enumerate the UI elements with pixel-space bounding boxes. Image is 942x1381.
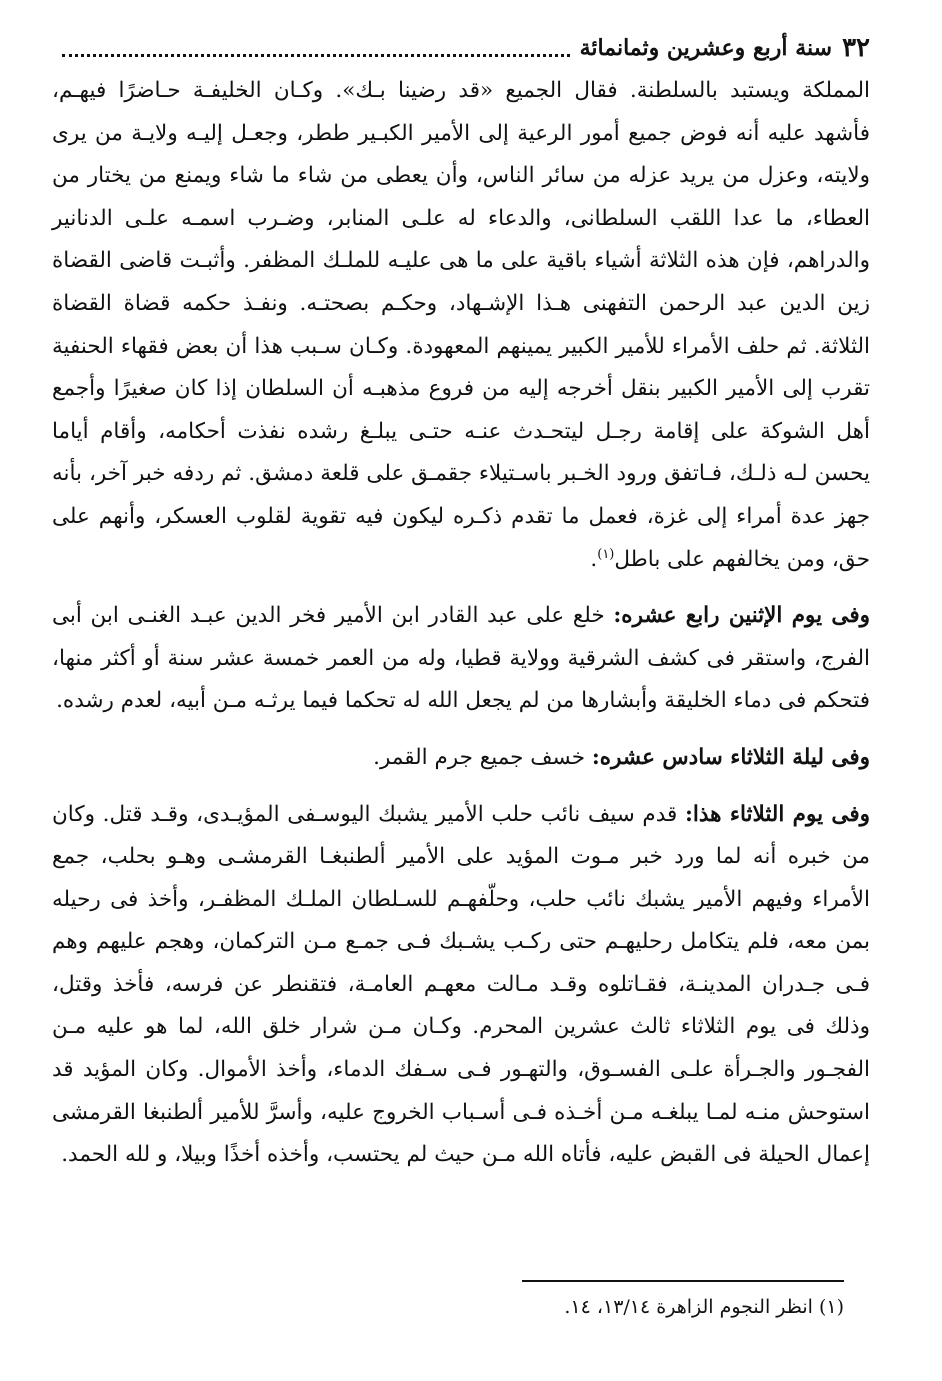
header-leader-dots: [62, 40, 570, 57]
paragraph-text: خلع على عبد القادر ابن الأمير فخر الدين عبـد الغنـى ابن أبى الفرج، واستقر فى كشف الشرقية وولاية قطيا، وله من العمر خمسة عشر سنة أو أكثر منها، فتحكم فى دماء الخليقة وأبشارها من لم يجعل الله له تحكما فيما يرثـه مـن أبيه، لعدم رشده.: [52, 603, 870, 714]
paragraph: [52, 794, 870, 1177]
footnote: (١) انظر النجوم الزاهرة ١٣/١٤، ١٤.: [564, 1296, 844, 1318]
paragraph-lead: وفى يوم الثلاثاء هذا:: [684, 801, 870, 827]
paragraph-text: قدم سيف نائب حلب الأمير يشبك اليوسـفى المؤيـدى، وقـد قتل. وكان من خبره أنه لما ورد خبر مـوت المؤيد على الأمير ألطنبغـا القرمشـى وهـو بحلب، جمع الأمراء وفيهم الأمير يشبك نائب حلب، وحلّفهـم للسـلطان الملـك المظفـر، وأخذ فى رحيله بمن معه، فلم يتكامل رحليهـم حتى ركـب يشـبك فـى جمـع مـن التركمان، وهجم عليهم وهم فـى جـدران المدينـة، فقـاتلوه وقـد مـالت معهـم العامـة، فتقنطر عن فرسه، فأخذ وقتل، وذلك فى يوم الثلاثاء ثالث عشرين المحرم. وكـان مـن شرار خلق الله، لما هو عليه مـن الفجـور والجـرأة علـى الفسـوق، والتهـور فـى سـفك الدماء، وأخذ الأموال. وكان المؤيد قد استوحش منـه لمـا يبلغـه مـن أخـذه فـى أسـباب الخروج عليه، وأسرَّ للأمير ألطنبغا القرمشى إعمال الحيلة فى القبض عليه، فأتاه الله مـن حيث لم يحتسب، وأخذه أخذًا وبيلا، و لله الحمد.: [52, 801, 870, 1168]
paragraph-text: المملكة ويستبد بالسلطنة. فقال الجميع «قد رضينا بـك». وكـان الخليفـة حـاضرًا فيهـم، فأشهد عليه أنه فوض جميع أمور الرعية إلى الأمير الكبـير ططر، وجعـل إليـه ولايـة من يرى ولايته، وعزل من يريد عزله من سائر الناس، وأن يعطى من شاء ما شاء ويمنع من يختار من العطاء، ما عدا اللقب السلطانى، والدعاء له علـى المنابر، وضـرب اسمـه علـى الدنانير والدراهم، فإن هذه الثلاثة أشياء باقية على ما هى عليـه للملـك المظفر. وأثبـت قاضى القضاة زين الدين عبد الرحمن التفهنى هـذا الإشـهاد، وحكـم بصحتـه. ونفـذ حكمه قضاة القضاة الثلاثة. ثم حلف الأمراء للأمير الكبير يمينهم المعهودة. وكـان سـبب هذا أن بعض فقهاء الحنفية تقرب إلى الأمير الكبير بنقل أخرجه إليه من فروع مذهبـه أن السلطان إذا كان صغيرًا وأجمع أهل الشوكة على إقامة رجـل ليتحـدث عنـه حتـى يبلـغ رشده نفذت أحكامه، وأقام أياما يحسن لـه ذلـك، فـاتفق ورود الخـبر باسـتيلاء جقمـق على قلعة دمشق. ثم ردفه خبر آخر، بأنه جهز عدة أمراء إلى غزة، فعمل ما تقدم ذكـره ليكون فيه تقوية لقلوب العسكر، وأنهم على حق، ومن يخالفهم على باطل: [52, 78, 870, 572]
paragraph: [52, 70, 870, 581]
page-number: ٣٢: [842, 33, 870, 63]
paragraph-tail: .: [590, 546, 598, 572]
footnote-reference: (١): [597, 546, 615, 562]
paragraph-lead: وفى ليلة الثلاثاء سادس عشره:: [591, 744, 870, 770]
paragraph: [52, 595, 870, 723]
paragraph-lead: وفى يوم الإثنين رابع عشره:: [613, 603, 870, 629]
body-text: [52, 70, 870, 1177]
paragraph: [52, 737, 870, 780]
footnote-divider: [522, 1280, 844, 1282]
running-header: [52, 30, 870, 66]
paragraph-text: خسف جميع جرم القمر.: [373, 744, 592, 770]
running-title: سنة أربع وعشرين وثمانمائة: [579, 35, 833, 61]
